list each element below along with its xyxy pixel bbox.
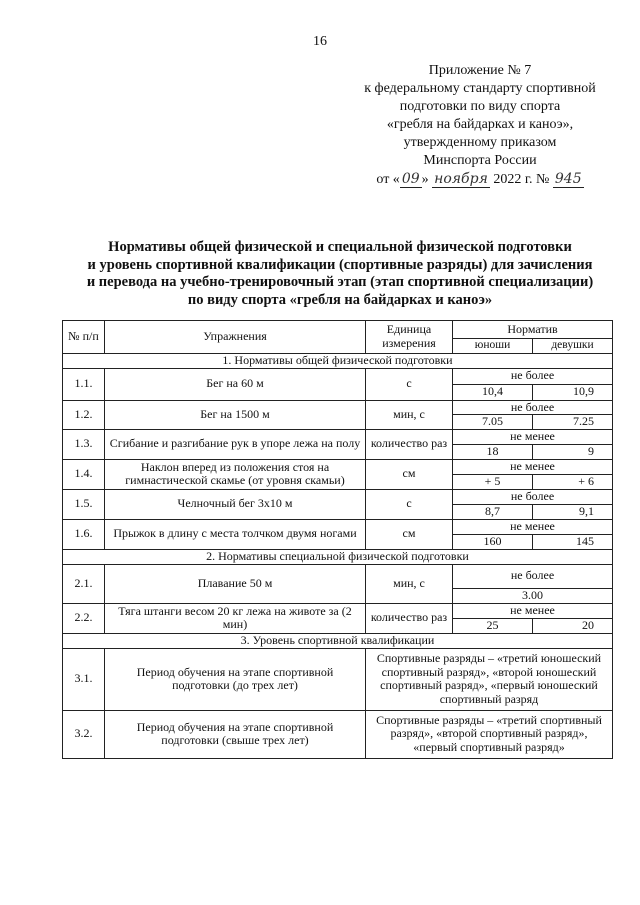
handwritten-day: 09 xyxy=(401,171,420,187)
appendix-line: «гребля на байдарках и каноэ», xyxy=(386,117,574,132)
title-line: Нормативы общей физической и специальной физической подготовки xyxy=(108,239,572,255)
date-year: 2022 г. № xyxy=(493,172,550,187)
row-num: 1.3. xyxy=(63,429,105,459)
row-exercise: Челночный бег 3х10 м xyxy=(105,489,366,519)
value-girls: 10,9 xyxy=(533,384,613,400)
row-num: 3.2. xyxy=(63,710,105,758)
row-condition: не менее xyxy=(453,459,613,474)
row-condition: не более xyxy=(453,489,613,504)
row-exercise: Бег на 60 м xyxy=(105,368,366,400)
section-heading: 2. Нормативы специальной физической подготовки xyxy=(63,549,613,564)
row-exercise: Сгибание и разгибание рук в упоре лежа на полу xyxy=(105,429,366,459)
row-num: 1.2. xyxy=(63,400,105,429)
row-condition: не более xyxy=(453,564,613,588)
handwritten-month: ноября xyxy=(434,171,488,187)
qualification-value: Спортивные разряды – «третий юношеский спортивный разряд», «второй юношеский спортивный разряд», «первый юношеский спортивный разряд xyxy=(366,648,613,710)
row-unit: количество раз xyxy=(366,603,453,633)
row-exercise: Бег на 1500 м xyxy=(105,400,366,429)
title-line: по виду спорта «гребля на байдарках и каноэ» xyxy=(187,291,493,308)
row-exercise: Прыжок в длину с места толчком двумя ногами xyxy=(105,519,366,549)
date-mid: » xyxy=(421,172,429,187)
row-condition: не более xyxy=(453,368,613,384)
document-title xyxy=(60,239,620,309)
row-num: 1.6. xyxy=(63,519,105,549)
section-heading: 3. Уровень спортивной квалификации xyxy=(63,633,613,648)
row-num: 1.5. xyxy=(63,489,105,519)
value-girls: 20 xyxy=(533,618,613,633)
value-girls: 9,1 xyxy=(533,504,613,519)
value-common: 3.00 xyxy=(453,588,613,603)
appendix-line: Минспорта России xyxy=(423,153,537,168)
value-girls: 9 xyxy=(533,444,613,459)
row-unit: см xyxy=(366,459,453,489)
section-heading: 1. Нормативы общей физической подготовки xyxy=(63,353,613,368)
header-norm: Норматив xyxy=(453,321,613,339)
row-exercise: Период обучения на этапе спортивной подготовки (свыше трех лет) xyxy=(105,710,366,758)
value-girls: 145 xyxy=(533,534,613,549)
value-girls: + 6 xyxy=(533,474,613,489)
row-num: 1.4. xyxy=(63,459,105,489)
row-condition: не более xyxy=(453,400,613,415)
row-num: 2.1. xyxy=(63,564,105,603)
row-exercise: Тяга штанги весом 20 кг лежа на животе за (2 мин) xyxy=(105,603,366,633)
row-num: 2.2. xyxy=(63,603,105,633)
value-boys: 160 xyxy=(453,534,533,549)
value-boys: 8,7 xyxy=(453,504,533,519)
header-num: № п/п xyxy=(63,321,105,354)
appendix-line: Приложение № 7 xyxy=(428,63,532,78)
title-line: и уровень спортивной квалификации (спортивные разряды) для зачисления xyxy=(87,256,593,273)
row-num: 1.1. xyxy=(63,368,105,400)
title-line: и перевода на учебно-тренировочный этап (этап спортивной специализации) xyxy=(86,274,594,290)
date-prefix: от « xyxy=(376,172,400,187)
value-girls: 7.25 xyxy=(533,415,613,430)
row-exercise: Период обучения на этапе спортивной подготовки (до трех лет) xyxy=(105,648,366,710)
value-boys: 25 xyxy=(453,618,533,633)
header-unit: Единица измерения xyxy=(366,321,453,354)
row-unit: с xyxy=(366,489,453,519)
page-number: 16 xyxy=(313,34,327,49)
value-boys: 10,4 xyxy=(453,384,533,400)
row-num: 3.1. xyxy=(63,648,105,710)
appendix-line: подготовки по виду спорта xyxy=(399,99,561,114)
qualification-value: Спортивные разряды – «третий спортивный разряд», «второй спортивный разряд», «первый спортивный разряд» xyxy=(366,710,613,758)
value-boys: + 5 xyxy=(453,474,533,489)
row-condition: не менее xyxy=(453,429,613,444)
row-unit: количество раз xyxy=(366,429,453,459)
value-boys: 7.05 xyxy=(453,415,533,430)
row-unit: мин, с xyxy=(366,564,453,603)
norms-table xyxy=(62,320,613,759)
row-exercise: Плавание 50 м xyxy=(105,564,366,603)
row-condition: не менее xyxy=(453,519,613,534)
header-exercise: Упражнения xyxy=(105,321,366,354)
header-boys: юноши xyxy=(453,339,533,354)
appendix-block xyxy=(340,62,620,189)
row-unit: см xyxy=(366,519,453,549)
order-date-line xyxy=(340,170,620,189)
row-unit: с xyxy=(366,368,453,400)
header-girls: девушки xyxy=(533,339,613,354)
row-condition: не менее xyxy=(453,603,613,618)
appendix-line: утвержденному приказом xyxy=(403,135,557,150)
appendix-line: к федеральному стандарту спортивной xyxy=(364,81,596,96)
handwritten-order-number: 945 xyxy=(554,171,582,187)
value-boys: 18 xyxy=(453,444,533,459)
row-exercise: Наклон вперед из положения стоя на гимнастической скамье (от уровня скамьи) xyxy=(105,459,366,489)
row-unit: мин, с xyxy=(366,400,453,429)
